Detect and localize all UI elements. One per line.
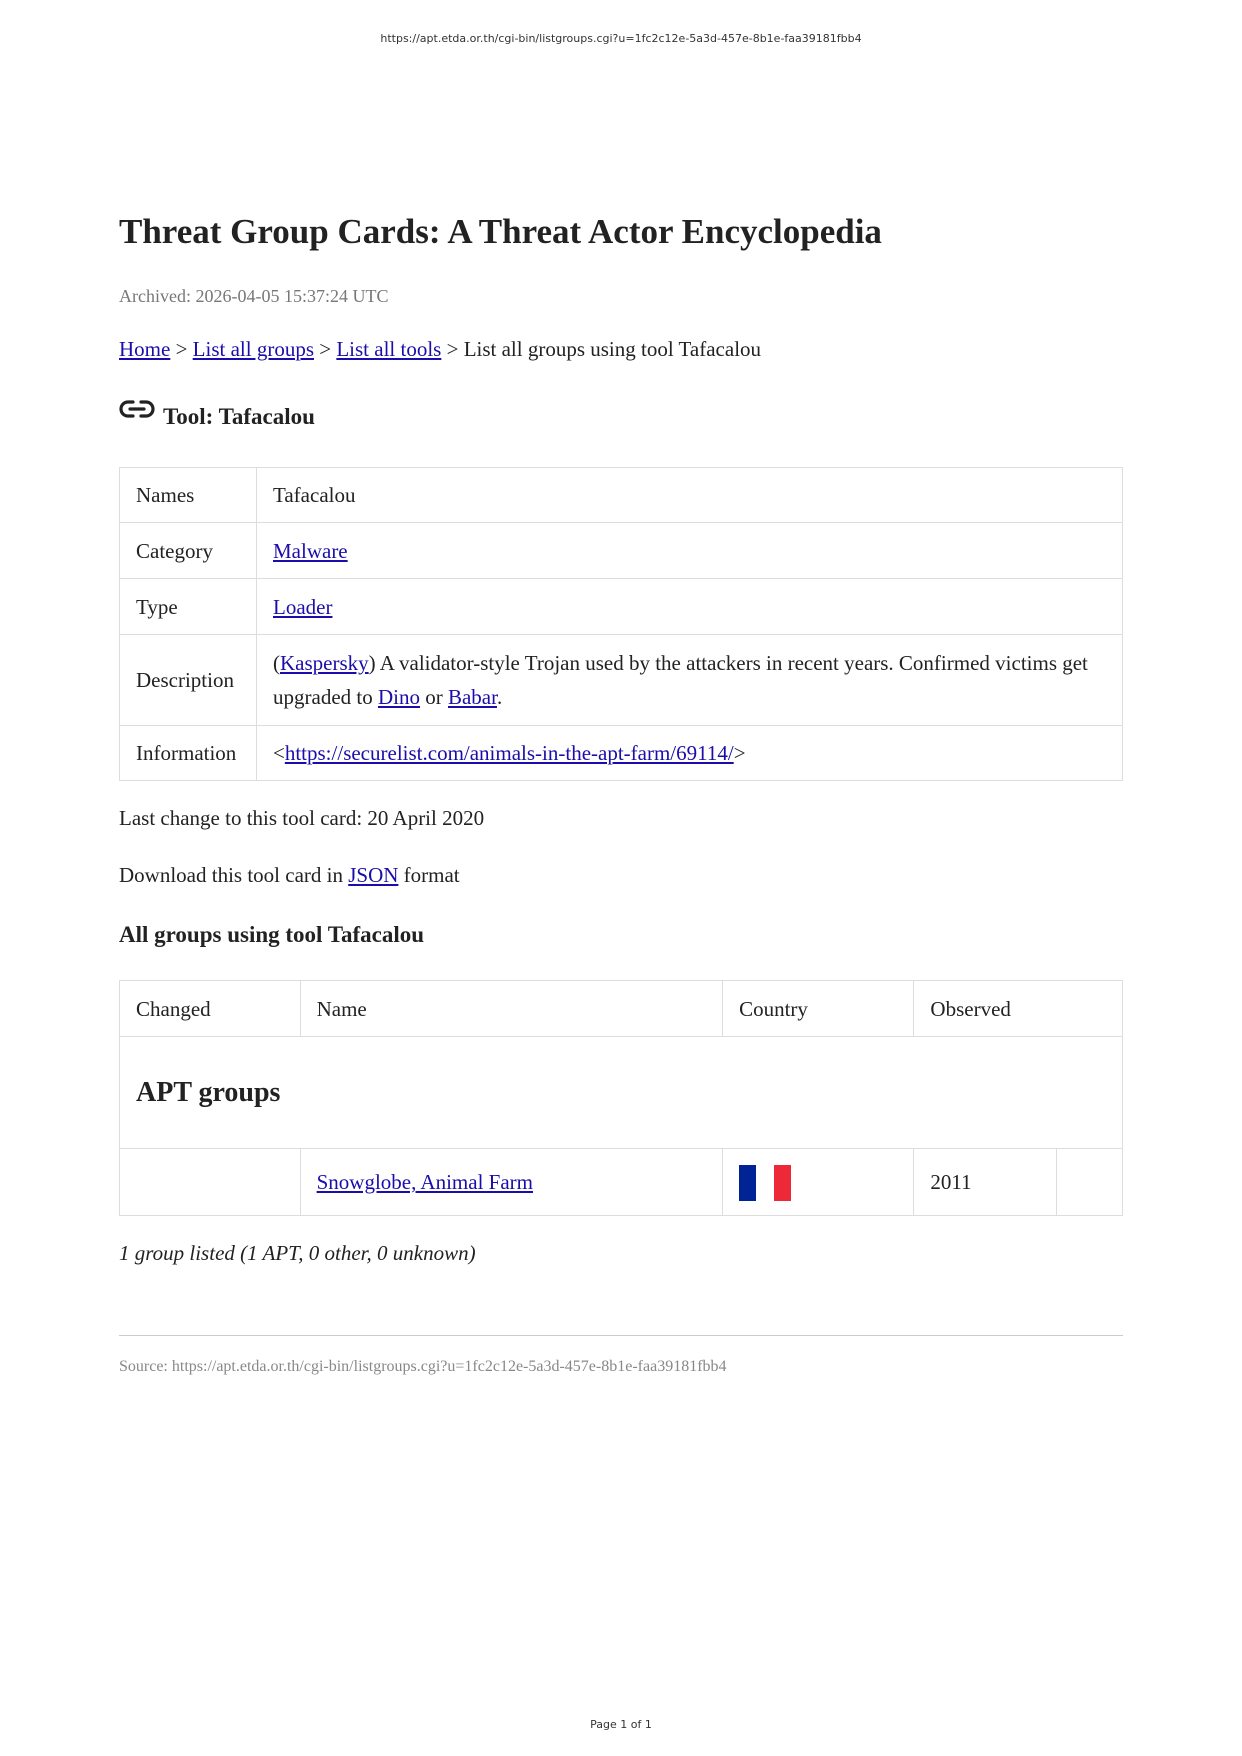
table-row [120, 579, 1123, 635]
page-title: Threat Group Cards: A Threat Actor Encyclopedia [119, 212, 882, 251]
table-row [120, 468, 1123, 523]
description-text: ( [273, 651, 280, 675]
babar-link[interactable]: Babar [447, 685, 497, 709]
download-line [119, 863, 460, 888]
table-header-row [120, 981, 1123, 1037]
download-suffix: format [398, 863, 460, 887]
divider [119, 1335, 1123, 1336]
breadcrumb-separator: > [170, 337, 193, 361]
description-text: . [496, 685, 503, 709]
group-snowglobe-link[interactable]: Snowglobe, Animal Farm [316, 1170, 534, 1194]
groups-table [119, 980, 1123, 1216]
type-loader-link[interactable]: Loader [273, 594, 333, 619]
flag-stripe-blue [739, 1165, 756, 1201]
information-bracket: > [733, 741, 746, 765]
breadcrumb-home-link[interactable]: Home [119, 337, 171, 361]
link-icon[interactable] [119, 398, 155, 420]
tool-heading-text: Tool: Tafacalou [163, 404, 315, 429]
information-bracket: < [273, 741, 285, 765]
column-header-name: Name [300, 981, 722, 1037]
breadcrumb-separator: > [314, 337, 337, 361]
section-apt-groups: APT groups [120, 1037, 1123, 1149]
archived-timestamp: Archived: 2026-04-05 15:37:24 UTC [119, 286, 389, 306]
groups-summary: 1 group listed (1 APT, 0 other, 0 unknown) [119, 1241, 476, 1265]
table-row [120, 523, 1123, 579]
column-header-changed: Changed [120, 981, 301, 1037]
last-change-text: Last change to this tool card: 20 April 2020 [119, 806, 485, 830]
breadcrumb-current: List all groups using tool Tafacalou [463, 337, 762, 361]
table-row [120, 726, 1123, 781]
table-row [120, 635, 1123, 726]
table-row [120, 1149, 1123, 1216]
download-prefix: Download this tool card in [119, 863, 349, 887]
column-header-country: Country [723, 981, 914, 1037]
tool-info-table [119, 467, 1123, 781]
category-malware-link[interactable]: Malware [273, 538, 348, 563]
json-download-link[interactable]: JSON [348, 863, 399, 887]
name-cell [300, 1149, 722, 1216]
breadcrumb-separator: > [441, 337, 464, 361]
breadcrumb-list-groups-link[interactable]: List all groups [192, 337, 314, 361]
column-header-observed: Observed [914, 981, 1123, 1037]
source-url: Source: https://apt.etda.or.th/cgi-bin/listgroups.cgi?u=1fc2c12e-5a3d-457e-8b1e-faa39181fbb4 [119, 1358, 727, 1375]
breadcrumb [119, 337, 761, 362]
category-label: Category [120, 523, 257, 579]
flag-stripe-red [774, 1165, 791, 1201]
france-flag-icon [739, 1165, 791, 1201]
section-row [120, 1037, 1123, 1149]
description-text: or [419, 685, 448, 709]
kaspersky-link[interactable]: Kaspersky [280, 651, 369, 675]
securelist-link[interactable]: https://securelist.com/animals-in-the-apt-farm/69114/ [284, 741, 734, 765]
observed-cell: 2011 [914, 1149, 1057, 1216]
names-label: Names [120, 468, 257, 523]
flag-stripe-white [756, 1165, 773, 1201]
information-label: Information [120, 726, 257, 781]
breadcrumb-list-tools-link[interactable]: List all tools [336, 337, 442, 361]
description-label: Description [120, 635, 257, 726]
dino-link[interactable]: Dino [377, 685, 420, 709]
changed-cell [120, 1149, 301, 1216]
groups-heading: All groups using tool Tafacalou [119, 922, 425, 947]
type-cell [257, 579, 1123, 635]
print-header-url: https://apt.etda.or.th/cgi-bin/listgroups.cgi?u=1fc2c12e-5a3d-457e-8b1e-faa39181fbb4 [380, 32, 862, 45]
tool-heading [119, 404, 315, 430]
empty-cell [1057, 1149, 1123, 1216]
description-cell [257, 635, 1123, 726]
page-number: Page 1 of 1 [590, 1718, 652, 1731]
information-cell [257, 726, 1123, 781]
type-label: Type [120, 579, 257, 635]
names-value: Tafacalou [257, 468, 1123, 523]
country-cell [723, 1149, 914, 1216]
category-cell [257, 523, 1123, 579]
description-text: ) A validator-style Trojan used by the attackers in recent years. Confirmed victims get upgraded to [273, 651, 1088, 709]
